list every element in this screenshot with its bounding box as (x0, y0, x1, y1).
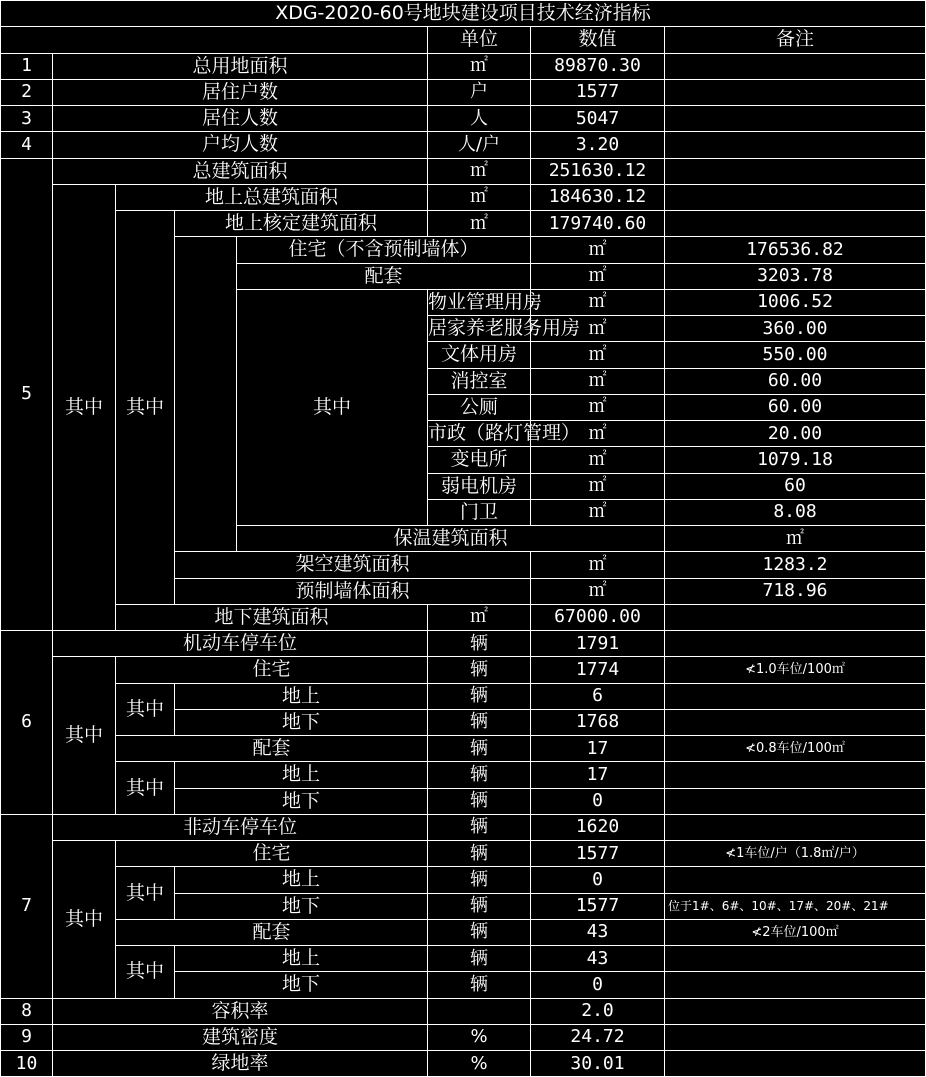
table-row (1, 53, 926, 79)
row-unit: ㎡ (531, 289, 665, 315)
row-unit: ㎡ (531, 421, 665, 447)
row-label: 绿地率 (53, 1051, 428, 1077)
row-value: 24.72 (531, 1024, 665, 1050)
row-value: 1283.2 (665, 552, 926, 578)
row-unit: ㎡ (531, 263, 665, 289)
group-label-blank (175, 237, 237, 552)
table-row (1, 946, 926, 972)
row-label: 地上 (175, 683, 428, 709)
row-label: 保温建筑面积 (237, 526, 665, 552)
row-value: 60.00 (665, 368, 926, 394)
row-index: 2 (1, 79, 53, 105)
table-row (1, 867, 926, 893)
row-unit: ㎡ (531, 316, 665, 342)
row-label: 住宅 (116, 841, 428, 867)
row-label: 住宅 (116, 657, 428, 683)
row-unit: ㎡ (428, 604, 531, 630)
row-note: ≮0.8车位/100㎡ (665, 736, 926, 762)
row-value: 17 (531, 762, 665, 788)
row-unit: 辆 (428, 814, 531, 840)
table-row (1, 1024, 926, 1050)
row-value: 17 (531, 736, 665, 762)
row-note (665, 211, 926, 237)
row-unit: 辆 (428, 788, 531, 814)
row-unit: ㎡ (428, 184, 531, 210)
row-label: 物业管理用房 (428, 289, 531, 315)
row-note (665, 709, 926, 735)
row-label: 配套 (116, 919, 428, 945)
row-value: 0 (531, 972, 665, 998)
row-value: 251630.12 (531, 158, 665, 184)
row-unit: ㎡ (531, 368, 665, 394)
row-note (665, 184, 926, 210)
table-row (1, 998, 926, 1024)
row-label: 总用地面积 (53, 53, 428, 79)
row-unit (428, 998, 531, 1024)
row-unit: ㎡ (531, 447, 665, 473)
row-label: 门卫 (428, 499, 531, 525)
row-index: 5 (1, 158, 53, 631)
row-label: 居家养老服务用房 (428, 316, 531, 342)
row-note (665, 762, 926, 788)
row-value: 89870.30 (531, 53, 665, 79)
table-row (1, 631, 926, 657)
row-unit: % (428, 1051, 531, 1077)
row-unit: 户 (428, 79, 531, 105)
row-unit: % (428, 1024, 531, 1050)
table-title: XDG-2020-60号地块建设项目技术经济指标 (1, 1, 926, 27)
row-value: 60 (665, 473, 926, 499)
group-label-qizhong: 其中 (237, 289, 428, 525)
row-value: 1577 (531, 841, 665, 867)
header-note: 备注 (665, 27, 926, 53)
table-row (1, 919, 926, 945)
row-label: 总建筑面积 (53, 158, 428, 184)
row-label: 消控室 (428, 368, 531, 394)
table-row (1, 132, 926, 158)
row-label: 住宅（不含预制墙体） (237, 237, 531, 263)
row-label: 地下 (175, 788, 428, 814)
row-unit: 辆 (428, 736, 531, 762)
row-label: 建筑密度 (53, 1024, 428, 1050)
group-label-qizhong: 其中 (116, 946, 175, 999)
row-value: 43 (531, 946, 665, 972)
row-unit: ㎡ (531, 237, 665, 263)
table-row (1, 814, 926, 840)
table-row (1, 184, 926, 210)
row-label: 弱电机房 (428, 473, 531, 499)
group-label-qizhong: 其中 (116, 211, 175, 605)
group-label-qizhong: 其中 (53, 184, 116, 630)
row-unit: 辆 (428, 841, 531, 867)
row-value: 0 (531, 867, 665, 893)
table-row (1, 211, 926, 237)
row-value: 6 (531, 683, 665, 709)
row-value: 3.20 (531, 132, 665, 158)
row-unit: ㎡ (531, 499, 665, 525)
row-label: 地上 (175, 867, 428, 893)
row-value: 30.01 (531, 1051, 665, 1077)
row-label: 户均人数 (53, 132, 428, 158)
row-label: 容积率 (53, 998, 428, 1024)
table-row (1, 106, 926, 132)
row-unit: ㎡ (428, 211, 531, 237)
row-note (665, 158, 926, 184)
row-value: 184630.12 (531, 184, 665, 210)
row-value: 718.96 (665, 578, 926, 604)
row-value: 176536.82 (665, 237, 926, 263)
row-value: 1577 (531, 79, 665, 105)
row-label: 地下 (175, 972, 428, 998)
row-unit: 辆 (428, 657, 531, 683)
row-label: 地下 (175, 893, 428, 919)
table-row (1, 1051, 926, 1077)
table-row (1, 736, 926, 762)
row-value: 1774 (531, 657, 665, 683)
row-value: 1791 (531, 631, 665, 657)
table-row (1, 841, 926, 867)
header-unit: 单位 (428, 27, 531, 53)
row-note (665, 53, 926, 79)
row-unit: 人/户 (428, 132, 531, 158)
row-index: 4 (1, 132, 53, 158)
row-index: 3 (1, 106, 53, 132)
row-label: 居住人数 (53, 106, 428, 132)
group-label-qizhong: 其中 (116, 867, 175, 920)
row-unit: 辆 (428, 972, 531, 998)
group-label-qizhong: 其中 (116, 683, 175, 736)
row-index: 8 (1, 998, 53, 1024)
row-index: 7 (1, 814, 53, 998)
row-note: ≮1.0车位/100㎡ (665, 657, 926, 683)
row-note (665, 604, 926, 630)
row-value: 20.00 (665, 421, 926, 447)
row-note (665, 631, 926, 657)
row-index: 1 (1, 53, 53, 79)
row-label: 地上总建筑面积 (116, 184, 428, 210)
row-unit: ㎡ (428, 158, 531, 184)
row-value: 1577 (531, 893, 665, 919)
table-row (1, 683, 926, 709)
row-note (665, 867, 926, 893)
row-value: 43 (531, 919, 665, 945)
table-row (1, 79, 926, 105)
row-label: 变电所 (428, 447, 531, 473)
row-unit: 辆 (428, 919, 531, 945)
row-note (665, 788, 926, 814)
row-value: 2.0 (531, 998, 665, 1024)
row-value: 0 (531, 788, 665, 814)
row-value: 1006.52 (665, 289, 926, 315)
row-unit: 辆 (428, 683, 531, 709)
row-note (665, 683, 926, 709)
row-index: 6 (1, 631, 53, 815)
row-value: 67000.00 (531, 604, 665, 630)
row-note: ≮1车位/户（1.8㎡/户） (665, 841, 926, 867)
row-label: 机动车停车位 (53, 631, 428, 657)
row-unit: 辆 (428, 867, 531, 893)
row-unit: 辆 (428, 893, 531, 919)
row-value: 1079.18 (665, 447, 926, 473)
row-note: ≮2车位/100㎡ (665, 919, 926, 945)
group-label-qizhong: 其中 (116, 762, 175, 815)
row-label: 配套 (237, 263, 531, 289)
row-label: 地下建筑面积 (116, 604, 428, 630)
row-value: 3203.78 (665, 263, 926, 289)
row-unit: ㎡ (531, 342, 665, 368)
row-label: 地上 (175, 762, 428, 788)
row-value: 60.00 (665, 394, 926, 420)
row-unit: ㎡ (531, 578, 665, 604)
header-row (1, 27, 926, 53)
row-label: 文体用房 (428, 342, 531, 368)
row-unit: ㎡ (428, 53, 531, 79)
group-label-qizhong: 其中 (53, 657, 116, 815)
row-value: 550.00 (665, 342, 926, 368)
row-unit: 辆 (428, 946, 531, 972)
row-unit: 辆 (428, 631, 531, 657)
row-value: 1620 (531, 814, 665, 840)
row-unit: ㎡ (531, 473, 665, 499)
row-note (665, 814, 926, 840)
row-label: 地下 (175, 709, 428, 735)
row-unit: ㎡ (665, 526, 926, 552)
row-value: 8.08 (665, 499, 926, 525)
row-label: 非动车停车位 (53, 814, 428, 840)
row-note: 位于1#、6#、10#、17#、20#、21# (665, 893, 926, 919)
row-value: 1768 (531, 709, 665, 735)
row-label: 配套 (116, 736, 428, 762)
row-label: 预制墙体面积 (175, 578, 531, 604)
row-note (665, 106, 926, 132)
title-row (1, 1, 926, 27)
row-label: 地上核定建筑面积 (175, 211, 428, 237)
row-note (665, 972, 926, 998)
row-unit: 人 (428, 106, 531, 132)
row-note (665, 79, 926, 105)
row-value: 5047 (531, 106, 665, 132)
row-unit: 辆 (428, 762, 531, 788)
table-row (1, 762, 926, 788)
row-value: 179740.60 (531, 211, 665, 237)
row-unit: 辆 (428, 709, 531, 735)
row-label: 公厕 (428, 394, 531, 420)
row-value: 360.00 (665, 316, 926, 342)
row-unit: ㎡ (531, 552, 665, 578)
header-blank (1, 27, 428, 53)
row-index: 10 (1, 1051, 53, 1077)
row-label: 地上 (175, 946, 428, 972)
row-note (665, 998, 926, 1024)
table-row (1, 657, 926, 683)
row-label: 市政（路灯管理） (428, 421, 531, 447)
table-row (1, 158, 926, 184)
header-value: 数值 (531, 27, 665, 53)
row-note (665, 1051, 926, 1077)
table-row (1, 604, 926, 630)
row-note (665, 1024, 926, 1050)
row-label: 居住户数 (53, 79, 428, 105)
row-label: 架空建筑面积 (175, 552, 531, 578)
row-note (665, 946, 926, 972)
group-label-qizhong: 其中 (53, 841, 116, 999)
row-index: 9 (1, 1024, 53, 1050)
row-unit: ㎡ (531, 394, 665, 420)
row-note (665, 132, 926, 158)
